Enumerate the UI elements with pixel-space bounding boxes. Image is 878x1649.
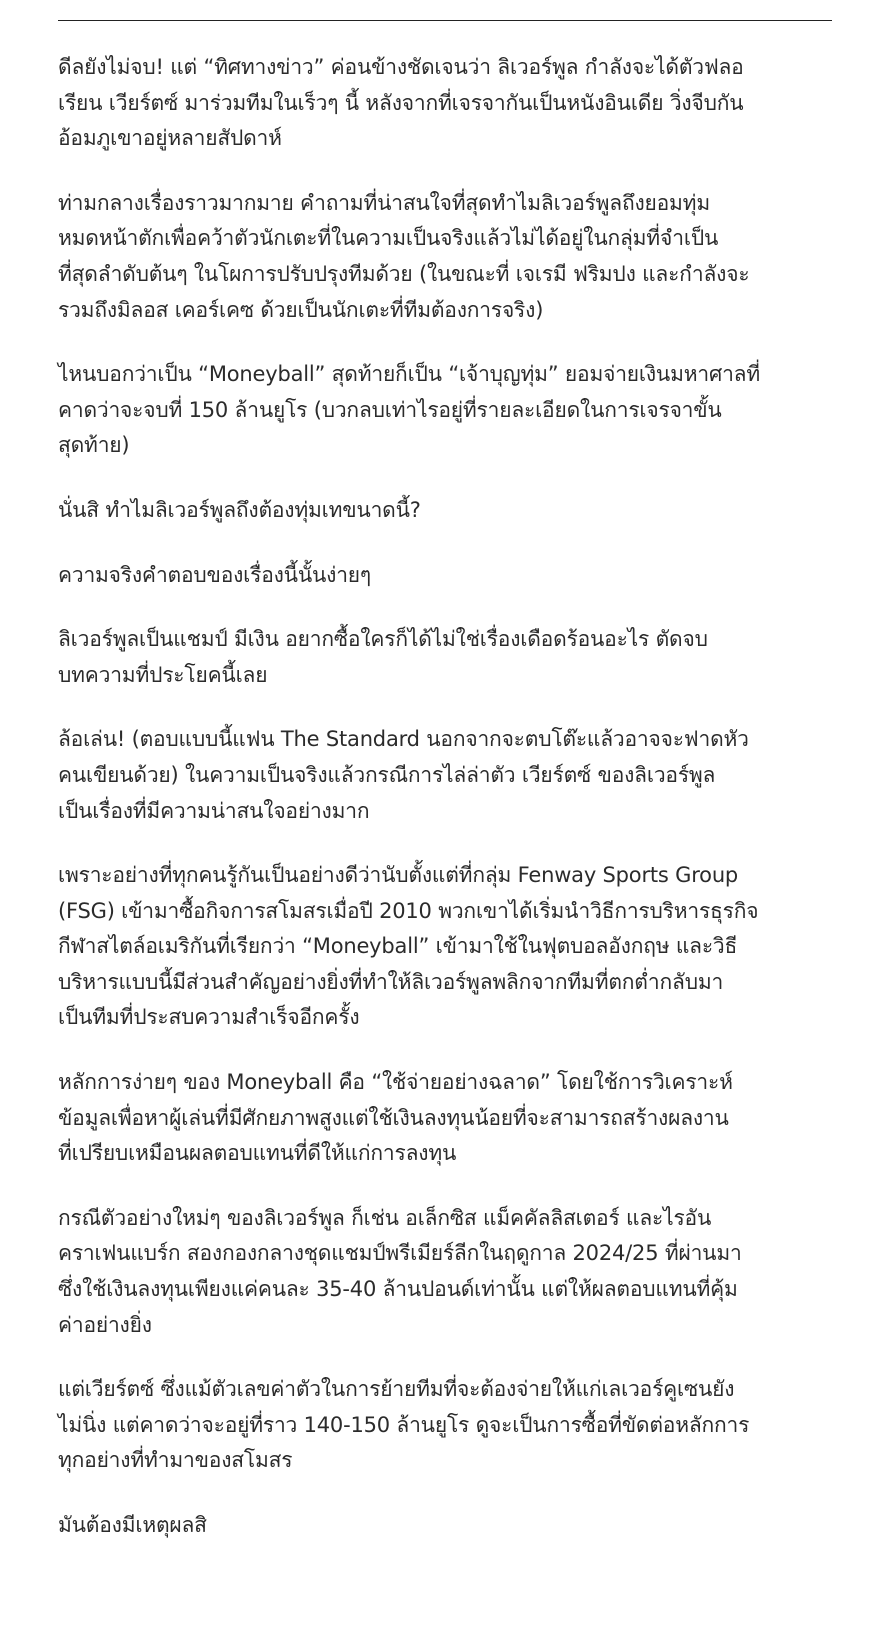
- text-line: เป็นทีมที่ประสบความสำเร็จอีกครั้ง: [58, 1005, 360, 1030]
- text-line: ลิเวอร์พูลเป็นแชมป์ มีเงิน อยากซื้อใครก็ได้ไม่ใช่เรื่องเดือดร้อนอะไร ตัดจบ: [58, 627, 708, 652]
- text-line: นั่นสิ ทำไมลิเวอร์พูลถึงต้องทุ่มเทขนาดนี้?: [58, 497, 421, 522]
- paragraph: [58, 558, 838, 594]
- text-line: หมดหน้าตักเพื่อคว้าตัวนักเตะที่ในความเป็นจริงแล้วไม่ได้อยู่ในกลุ่มที่จำเป็น: [58, 226, 719, 251]
- text-line: คนเขียนด้วย) ในความเป็นจริงแล้วกรณีการไล่ล่าตัว เวียร์ตซ์ ของลิเวอร์พูล: [58, 762, 716, 787]
- text-line: บทความที่ประโยคนี้เลย: [58, 662, 268, 687]
- text-line: กรณีตัวอย่างใหม่ๆ ของลิเวอร์พูล ก็เช่น อเล็กซิส แม็คคัลลิสเตอร์ และไรอัน: [58, 1205, 712, 1230]
- paragraph: [58, 50, 838, 157]
- text-line: ที่สุดลำดับต้นๆ ในโผการปรับปรุงทีมด้วย (ในขณะที่ เจเรมี ฟริมปง และกำลังจะ: [58, 261, 750, 286]
- paragraph: [58, 1508, 838, 1544]
- paragraph: [58, 722, 838, 829]
- text-line: ทุกอย่างที่ทำมาของสโมสร: [58, 1448, 293, 1473]
- text-line: สุดท้าย): [58, 433, 130, 458]
- paragraph: [58, 858, 838, 1036]
- text-line: ซึ่งใช้เงินลงทุนเพียงแค่คนละ 35-40 ล้านปอนด์เท่านั้น แต่ให้ผลตอบแทนที่คุ้ม: [58, 1277, 738, 1302]
- article-body: [58, 50, 838, 1573]
- text-line: ล้อเล่น! (ตอบแบบนี้แฟน The Standard นอกจากจะตบโต๊ะแล้วอาจจะฟาดหัว: [58, 727, 749, 752]
- text-line: อ้อมภูเขาอยู่หลายสัปดาห์: [58, 126, 282, 151]
- paragraph: [58, 622, 838, 693]
- text-line: แต่เวียร์ตซ์ ซึ่งแม้ตัวเลขค่าตัวในการย้ายทีมที่จะต้องจ่ายให้แก่เลเวอร์คูเซนยัง: [58, 1377, 735, 1402]
- top-divider: [58, 20, 832, 21]
- text-line: เพราะอย่างที่ทุกคนรู้กันเป็นอย่างดีว่านับตั้งแต่ที่กลุ่ม Fenway Sports Group: [58, 863, 739, 888]
- text-line: เรียน เวียร์ตซ์ มาร่วมทีมในเร็วๆ นี้ หลังจากที่เจรจากันเป็นหนังอินเดีย วิ่งจีบกัน: [58, 90, 744, 115]
- text-line: คาดว่าจะจบที่ 150 ล้านยูโร (บวกลบเท่าไรอยู่ที่รายละเอียดในการเจรจาขั้น: [58, 397, 722, 422]
- text-line: ท่ามกลางเรื่องราวมากมาย คำถามที่น่าสนใจที่สุดทำไมลิเวอร์พูลถึงยอมทุ่ม: [58, 190, 710, 215]
- text-line: (FSG) เข้ามาซื้อกิจการสโมสรเมื่อปี 2010 พวกเขาได้เริ่มนำวิธีการบริหารธุรกิจ: [58, 898, 759, 923]
- text-line: มันต้องมีเหตุผลสิ: [58, 1513, 207, 1537]
- text-line: คราเฟนแบร์ก สองกองกลางชุดแชมป์พรีเมียร์ลีกในฤดูกาล 2024/25 ที่ผ่านมา: [58, 1241, 742, 1266]
- text-line: ที่เปรียบเหมือนผลตอบแทนที่ดีให้แก่การลงทุน: [58, 1141, 457, 1166]
- text-line: รวมถึงมิลอส เคอร์เคซ ด้วยเป็นนักเตะที่ทีมต้องการจริง): [58, 297, 544, 322]
- text-line: ไม่นิ่ง แต่คาดว่าจะอยู่ที่ราว 140-150 ล้านยูโร ดูจะเป็นการซื้อที่ขัดต่อหลักการ: [58, 1412, 750, 1437]
- paragraph: [58, 493, 838, 529]
- text-line: กีฬาสไตล์อเมริกันที่เรียกว่า “Moneyball” เข้ามาใช้ในฟุตบอลอังกฤษ และวิธี: [58, 934, 738, 959]
- text-line: ดีลยังไม่จบ! แต่ “ทิศทางข่าว” ค่อนข้างชัดเจนว่า ลิเวอร์พูล กำลังจะได้ตัวฟลอ: [58, 55, 744, 79]
- text-line: ข้อมูลเพื่อหาผู้เล่นที่มีศักยภาพสูงแต่ใช้เงินลงทุนน้อยที่จะสามารถสร้างผลงาน: [58, 1105, 729, 1130]
- paragraph: [58, 1201, 838, 1343]
- text-line: ความจริงคำตอบของเรื่องนี้นั้นง่ายๆ: [58, 562, 371, 587]
- paragraph: [58, 1372, 838, 1479]
- paragraph: [58, 1065, 838, 1172]
- paragraph: [58, 357, 838, 464]
- paragraph: [58, 186, 838, 328]
- text-line: ค่าอย่างยิ่ง: [58, 1312, 152, 1337]
- text-line: บริหารแบบนี้มีส่วนสำคัญอย่างยิ่งที่ทำให้ลิเวอร์พูลพลิกจากทีมที่ตกต่ำกลับมา: [58, 969, 724, 994]
- text-line: เป็นเรื่องที่มีความน่าสนใจอย่างมาก: [58, 798, 370, 823]
- text-line: ไหนบอกว่าเป็น “Moneyball” สุดท้ายก็เป็น “เจ้าบุญทุ่ม” ยอมจ่ายเงินมหาศาลที่: [58, 362, 760, 387]
- text-line: หลักการง่ายๆ ของ Moneyball คือ “ใช้จ่ายอย่างฉลาด” โดยใช้การวิเคราะห์: [58, 1070, 733, 1095]
